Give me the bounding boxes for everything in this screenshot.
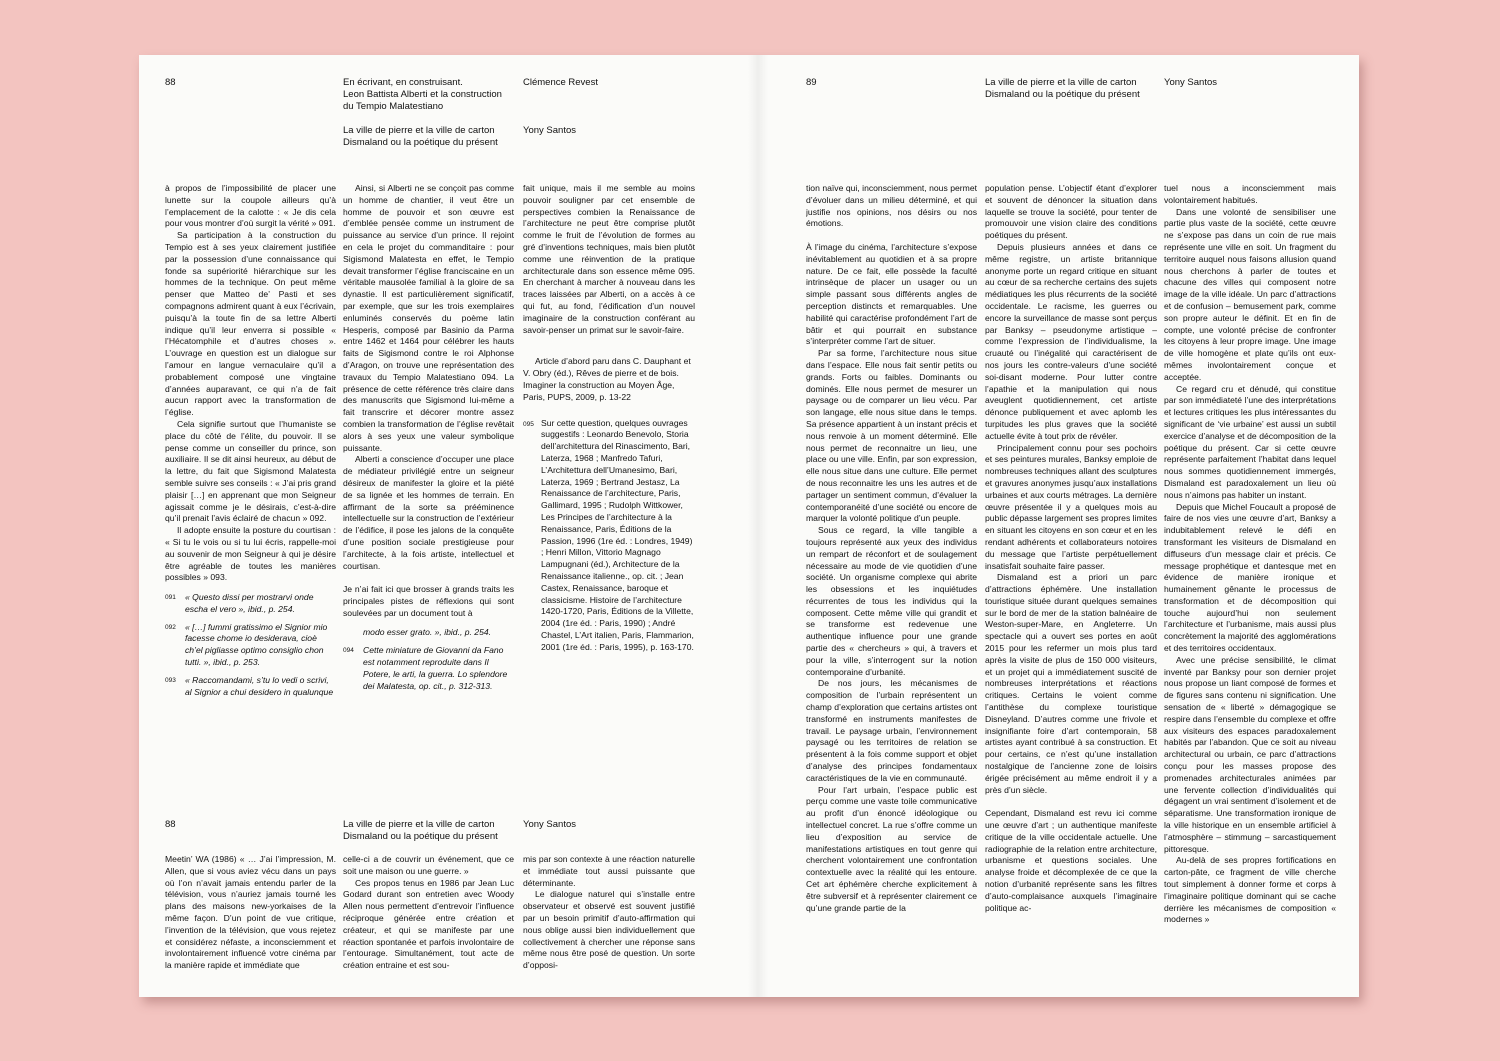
paragraph: celle-ci a de couvrir un événement, que ce soit une maison ou une guerre. »: [343, 854, 514, 876]
paragraph: à propos de l’impossibilité de placer une lunette sur la coupole ailleurs qu’à l’emplacement de la calotte : « Je dis cela pour vous montrer d’où surgit la vérité » 091.: [165, 183, 336, 229]
paragraph: Pour l’art urbain, l’espace public est perçu comme une vaste toile communicative au profit d’un énoncé idéologique ou intellectuel concret. La rue s’offre comme un lieu d’exposition au service de manifestations artistiques en tout genre qui cherchent volontairement une confrontation contextuelle avec la réalité qui les entoure. Cet art éphémère cherche explicitement à être subversif et à représenter clairement ce qu’une grande partie de la: [806, 784, 977, 913]
paragraph: Sous ce regard, la ville tangible a toujours représenté aux yeux des individus un rempart de réconfort et de soulagement nécessaire au mode de vie quotidien d’une société. Un organisme complexe qui abrite les obsessions et les inquiétudes récurrentes de tous les individus qui la composent. Cette même ville qui grandit et se transforme est redevenue une authentique influence pour une grande partie des « chercheurs » qui, à travers et pour la ville, s’interrogent sur la notion contemporaine d’urbanité.: [806, 525, 977, 677]
book-spread: [139, 55, 1359, 997]
header-title-left-2: La ville de pierre et la ville de carton Dismaland ou la poétique du présent: [343, 125, 498, 148]
header-title-right: La ville de pierre et la ville de carton Dismaland ou la poétique du présent: [985, 77, 1140, 100]
header-author-left-lower: Yony Santos: [523, 819, 576, 830]
footnote-text: « […] fummi gratissimo el Signior mio facesse chome io desiderava, cioè ch’el pigliasse optimo consiglio chon tutti. », ibid., p. 253.: [185, 621, 328, 668]
left-lower-column-1: [165, 854, 336, 980]
page-number-left: 88: [165, 77, 176, 88]
paragraph: Il adopte ensuite la posture du courtisan : « Si tu le vois ou si tu lui écris, rappelle-moi au souvenir de mon Seigneur à qui je désire être agréable de toutes les manières possibles » 093.: [165, 525, 336, 583]
footnote-number: 092: [165, 623, 176, 631]
right-column-3: [1164, 183, 1336, 983]
book-fold: [748, 55, 768, 997]
paragraph: De nos jours, les mécanismes de composition de l’urbain représentent un champ d’exploration que certains artistes ont transformé en instruments manifestes de travail. Le paysage urbain, l’environnement paysagé ou les territoires de relation se présentent à la fois comme support et objet d’analyse des principes fondamentaux caractéristiques de la vie en communauté.: [806, 678, 977, 783]
left-lower-column-2: [343, 854, 514, 980]
header-author-right: Yony Santos: [1164, 77, 1217, 88]
left-column-3: [523, 183, 695, 703]
footnote-text: Sur cette question, quelques ouvrages suggestifs : Leonardo Benevolo, Storia dell’architettura del Rinascimento, Bari, Laterza, 1968 ; Manfredo Tafuri, L’Architettura dell’Umanesimo, Bari, Laterza, 1969 ; Bertrand Jestasz, La Renaissance de l’architecture, Paris, Gallimard, 1995 ; Rudolph Wittkower, Les Principes de l’architecture à la Renaissance, Paris, Éditions de la Passion, 1996 (1re éd. : Londres, 1949) ; Henri Millon, Vittorio Magnago Lampugnani (éd.), Architecture de la Renaissance italienne., op. cit. ; Jean Castex, Renaissance, baroque et classicisme. Histoire de l’architecture 1420-1720, Paris, Éditions de la Villette, 2004 (1re éd. : Paris, 1990) ; André Chastel, L’Art italien, Paris, Flammarion, 2001 (1re éd. : Paris, 1995), p. 163-170.: [541, 417, 694, 652]
left-column-2: [343, 183, 514, 703]
paragraph: Alberti a conscience d’occuper une place de médiateur privilégié entre un seigneur désireux de manifester la gloire et la piété de sa lignée et les hommes de terrain. En affirmant de la sorte sa prééminence intellectuelle sur la construction de l’extérieur de l’édifice, il pose les jalons de la conquête d’une position sociale prestigieuse pour l’architecte, à la fois artiste, intellectuel et courtisan.: [343, 454, 514, 571]
paragraph: population pense. L’objectif étant d’explorer et souvent de dénoncer la situation dans laquelle se trouve la société, pour tenter de promouvoir une vision claire des conditions poétiques du présent.: [985, 183, 1157, 241]
paragraph: fait unique, mais il me semble au moins pouvoir souligner par cet ensemble de perspectives combien la Renaissance de l’architecture ne peut être comprise plutôt comme le fruit de l’évolution de formes au gré d’inventions techniques, mais bien plutôt comme une réinvention de la pratique architecturale dans son essence même 095. En cherchant à marcher à nouveau dans les traces laissées par Alberti, on a accès à ce qui fut, au fond, l’édification d’un nouvel imaginaire de la construction conférant au savoir-penser un primat sur le savoir-faire.: [523, 183, 695, 335]
footnote-number: 094: [343, 647, 354, 655]
paragraph: Meetin’ WA (1986) « … J’ai l’impression, M. Allen, que si vous aviez vécu dans un pays où l’on n’avait jamais entendu parler de la télévision, vous n’auriez jamais tourné les plans des maisons new-yorkaises de la même façon. D’un point de vue critique, l’invention de la télévision, que vous rejetez et considérez néfaste, a inconsciemment et involontairement influencé votre cinéma par la manière rapide et immédiate que: [165, 854, 336, 971]
page-number-left-lower: 88: [165, 819, 176, 830]
paragraph: Dismaland est a priori un parc d’attractions éphémère. Une installation touristique située durant quelques semaines sur le bord de mer de la station balnéaire de Weston-super-Mare, en Angleterre. Un spectacle qui a ouvert ses portes en août 2015 pour les refermer un mois plus tard après la visite de plus de 150 000 visiteurs, et un projet qui a immédiatement suscité de nombreuses interprétations et réactions critiques. Certains le voient comme l’antithèse du complexe touristique Disneyland. D’autres comme une frivole et insignifiante foire d’art contemporain, 58 artistes ayant contribué à sa construction. Et pour certains, ce n’est qu’une installation nostalgique de l’ancienne zone de loisirs érigée précisément au même endroit il y a près d’un siècle.: [985, 572, 1157, 795]
footnote: [343, 627, 514, 639]
footnote: [165, 622, 336, 669]
paragraph: Depuis que Michel Foucault a proposé de faire de nos vies une œuvre d’art, Banksy a indubitablement relevé le défi en transformant les visiteurs de Dismaland en diffuseurs d’un message clair et précis. Ce message prophétique et dantesque met en évidence de manière ironique et humainement gênante le processus de transformation et de décomposition qui touche aujourd’hui non seulement l’architecture et l’urbanisme, mais aussi plus concrètement la majorité des agglomérations et des territoires occidentaux.: [1164, 501, 1336, 654]
paragraph: Cependant, Dismaland est revu ici comme une œuvre d’art ; un authentique manifeste critique de la ville occidentale actuelle. Une radiographie de la relation entre architecture, urbanisme et questions sociales. Une analyse froide et décomplexée de ce que la notion d’urbanité représente sans les filtres d’auto-complaisance auxquels l’imaginaire politique ac-: [985, 808, 1157, 913]
left-column-1: [165, 183, 336, 703]
right-column-1: [806, 183, 977, 983]
paragraph: Au-delà de ses propres fortifications en carton-pâte, ce fragment de ville cherche tout simplement à donner forme et corps à l’imaginaire politique dominant qui se cache derrière les mécanismes de composition « modernes »: [1164, 855, 1336, 925]
footnote-text: modo esser grato. », ibid., p. 254.: [363, 627, 492, 638]
header-title-left: En écrivant, en construisant. Leon Battista Alberti et la construction du Tempio Malatestiano: [343, 77, 502, 112]
paragraph: mis par son contexte à une réaction naturelle et immédiate tout aussi puissante que déterminante.: [523, 854, 695, 888]
footnote: [523, 418, 695, 654]
footnote-text: « Raccomandami, s’tu lo vedi o scrivi, al Signior a chui desidero in qualunque: [185, 674, 334, 697]
footnote: [343, 645, 514, 692]
footnote: [165, 592, 336, 616]
paragraph: Le dialogue naturel qui s’installe entre observateur et observé est souvent justifié par un besoin primitif d’auto-affirmation qui nous oblige aussi bien individuellement que collectivement à chercher une réponse sans même nous être posé de question. Un sorte d’opposi-: [523, 889, 695, 971]
paragraph: Je n’ai fait ici que brosser à grands traits les principales pistes de réflexions qui sont soulevées par un document tout à: [343, 584, 514, 618]
paragraph: Cela signifie surtout que l’humaniste se place du côté de l’élite, du pouvoir. Il se pense comme un conseiller du prince, son auxiliaire. Il se dit ainsi heureux, au début de la lettre, du fait que Sigismond Malatesta semble suivre ses conseils : « J’ai pris grand plaisir […] en apprenant que mon Seigneur agissait comme je le désirais, c’est-à-dire qu’il prenait l’avis éclairé de chacun » 092.: [165, 418, 336, 524]
header-author-left: Clémence Revest: [523, 77, 598, 88]
footnote-text: Cette miniature de Giovanni da Fano est notamment reproduite dans Il Potere, le arti, la guerra. Lo splendore dei Malatesta, op. cit., p. 312-313.: [363, 645, 508, 691]
footnote-number: 091: [165, 594, 176, 602]
left-lower-column-3: [523, 854, 695, 980]
page-number-right: 89: [806, 77, 817, 88]
paragraph: tuel nous a inconsciemment mais volontairement habitués.: [1164, 183, 1336, 205]
paragraph: Depuis plusieurs années et dans ce même registre, un artiste britannique anonyme porte un regard critique en situant au cœur de sa recherche certains des sujets médiatiques les plus récurrents de la société occidentale. Le racisme, les guerres ou encore la surveillance de masse sont perçus par Banksy – pseudonyme artistique – comme l’expression de l’individualisme, la cruauté ou l’inégalité qui caractérisent de nos jours les contre-valeurs d’une société soi-disant moderne. Pour lutter contre l’apathie et la manipulation qui nous aveuglent quotidiennement, cet artiste dénonce publiquement et avec aplomb les turpitudes les plus graves que la société actuelle évite à tout prix de révéler.: [985, 241, 1157, 441]
paragraph: Dans une volonté de sensibiliser une partie plus vaste de la société, cette œuvre ne s’expose pas dans un coin de rue mais représente une ville en soit. Un fragment du territoire auquel nous faisons allusion quand nous cherchons à parler de toutes et chacune des villes qui composent notre image de la ville idéale. Un parc d’attractions et de confusion – bemusement park, comme son propre auteur le définit. Et en fin de compte, une volonté précise de confronter les citoyens à leur propre image. Une image de ville homogène et plate qu’ils ont eux-mêmes involontairement conçue et acceptée.: [1164, 206, 1336, 382]
paragraph: tion naïve qui, inconsciemment, nous permet d’évoluer dans un milieu déterminé, et qui justifie nos opinions, nos désirs ou nos émotions.: [806, 183, 977, 229]
paragraph: Sa participation à la construction du Tempio est à ses yeux clairement justifiée par la possession d’une connaissance qui fonde sa supériorité hiérarchique sur les hommes de la technique. On peut même penser que Matteo de’ Pasti et ses compagnons admirent quant à eux l’écrivain, puisqu’à la toute fin de sa lettre Alberti indique qu’il leur enverra si possible « l’Hécatomphile et d’autres choses ». L’ouvrage en question est un dialogue sur l’amour en langue vernaculaire qu’il a probablement composé une vingtaine d’années auparavant, ce qui n’a de fait aucun rapport avec la transformation de l’église.: [165, 230, 336, 418]
header-author-left-2: Yony Santos: [523, 125, 576, 136]
paragraph: Ce regard cru et dénudé, qui constitue par son immédiateté l’une des interprétations et lectures critiques les plus intéressantes du significant de ‘vie urbaine’ est aussi un subtil exercice d’analyse et de décomposition de la poétique du présent. Car si cette œuvre représente parfaitement l’habitat dans lequel nous sommes quotidiennement immergés, Dismaland est paradoxalement un lieu où nous n’aimons pas habiter un instant.: [1164, 383, 1336, 500]
right-column-2: [985, 183, 1157, 983]
paragraph: Ces propos tenus en 1986 par Jean Luc Godard durant son entretien avec Woody Allen nous permettent d’entrevoir l’influence réciproque générée entre création et créateur, et qui se manifeste par une réaction spontanée et parfois involontaire de l’entourage. Simultanément, tout acte de création entraine et est sou-: [343, 877, 514, 971]
paragraph: Ainsi, si Alberti ne se conçoit pas comme un homme de chantier, il veut être un homme de pouvoir et son œuvre est d’emblée pensée comme un instrument de puissance au service d’un prince. Il rejoint en cela le projet du commanditaire : pour Sigismond Malatesta en effet, le Tempio devait transformer l’église franciscaine en un véritable mausolée familial à la gloire de sa dynastie. Il est particulièrement significatif, par exemple, que sur les trois exemplaires enluminés conservés du poème latin Hesperis, composé par Basinio da Parma entre 1462 et 1464 pour célébrer les hauts faits de Sigismond contre le roi Alphonse d’Aragon, on trouve une représentation des travaux du Tempio Malatestiano 094. La présence de cette référence très claire dans des manuscrits que Sigismond lui-même a fait transcrire et décorer montre assez combien la transformation de l’église revêtait alors à ses yeux une valeur symbolique puissante.: [343, 183, 514, 453]
footnote-text: « Questo dissi per mostrarvi onde escha el vero », ibid., p. 254.: [185, 592, 314, 614]
footnote: [165, 675, 336, 699]
footnote-number: 093: [165, 676, 176, 684]
paragraph: Principalement connu pour ses pochoirs et ses peintures murales, Banksy emploie de nombreuses techniques allant des sculptures et gravures anonymes jusqu’aux installations urbaines et aux courts métrages. La dernière œuvre présentée il y a quelques mois au public dépasse largement ses propres limites en situant les citoyens en son cœur et en les rendant adhérents et collaborateurs notoires du message que l’artiste perpétuellement insatisfait souhaite faire passer.: [985, 442, 1157, 571]
article-note: Article d’abord paru dans C. Dauphant et V. Obry (éd.), Rêves de pierre et de bois. Imaginer la construction au Moyen Âge, Paris, PUPS, 2009, p. 13-22: [523, 356, 691, 402]
paragraph: À l’image du cinéma, l’architecture s’expose inévitablement au quotidien et à sa propre nature. De ce fait, elle possède la faculté intrinsèque de placer un usager ou un simple passant sous différents angles de perception distincts et remarquables. Une habilité qui caractérise profondément l’art de bâtir et qui pourrait en substance s’interpréter comme l’art de situer.: [806, 241, 977, 347]
header-title-left-lower: La ville de pierre et la ville de carton Dismaland ou la poétique du présent: [343, 819, 498, 842]
footnote-number: 095: [523, 420, 534, 428]
paragraph: Par sa forme, l’architecture nous situe dans l’espace. Elle nous fait sentir petits ou grands. Forts ou faibles. Dominants ou dominés. Elle nous permet de mesurer un paysage ou de comparer un lieu vécu. Par son langage, elle nous situe dans le temps. Sa présence appartient à un instant précis et nous renvoie à un moment déterminé. Elle nous permet de reconnaitre un lieu, une place ou une ville. Enfin, par son expression, elle nous situe dans une culture. Elle permet de nous reconnaitre les uns les autres et de partager un sentiment commun, d’évaluer la contemporanéité d’une société ou encore de marquer la volonté politique d’un peuple.: [806, 348, 977, 524]
paragraph: Avec une précise sensibilité, le climat inventé par Banksy pour son dernier projet nous propose un liant composé de formes et de figures sans contenu ni signification. Une sensation de « liberté » démagogique se respire dans l’ensemble du complexe et offre aux visiteurs des espaces paradoxalement habités par l’abandon. Que ce soit au niveau architectural ou urbain, ce parc d’attractions conçu pour les masses propose des promenades architecturales animées par une fervente collection d’individualités qui dégagent un vrai sentiment d’isolement et de séparatisme. Une transformation ironique de la ville historique en un ensemble artificiel à l’atmosphère – stimmung – sarcastiquement pittoresque.: [1164, 654, 1336, 854]
